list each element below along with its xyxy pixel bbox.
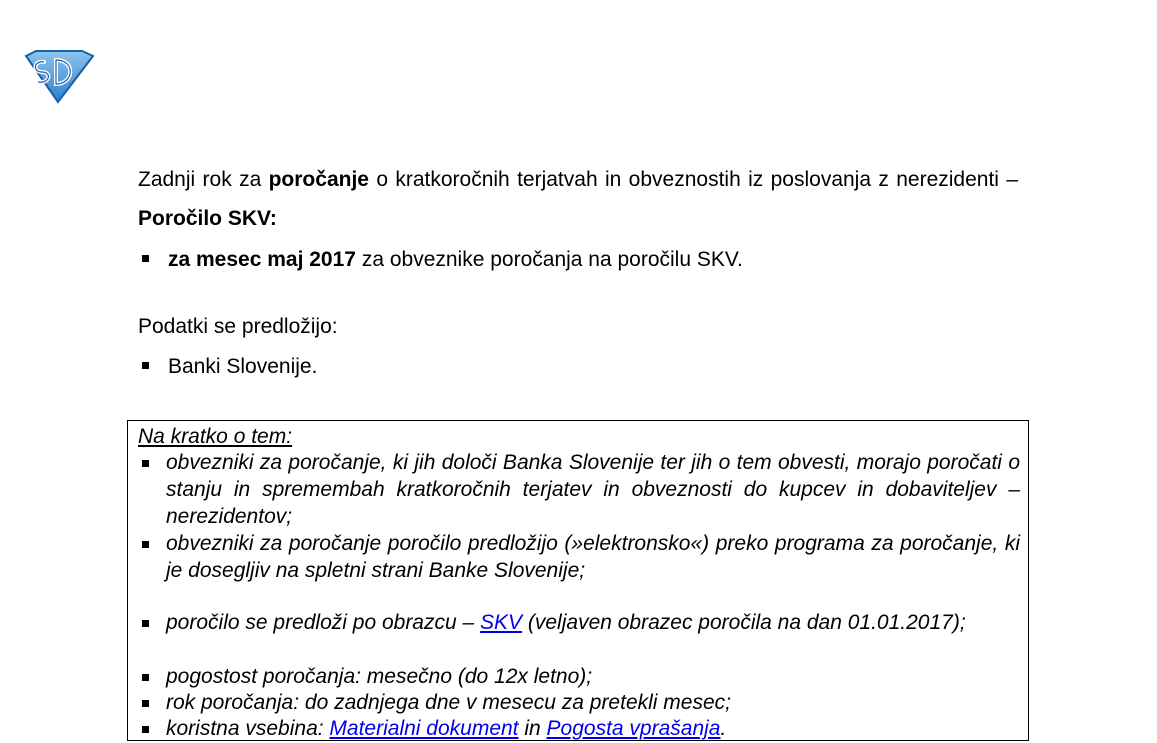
summary-item-text-part: in	[518, 717, 547, 740]
summary-item-text	[166, 715, 1020, 742]
deadline-period: za mesec maj 2017	[168, 248, 356, 271]
summary-item-text: obvezniki za poročanje poročilo predložijo (»elektronsko«) preko programa za poročanje, ki je dosegljiv na spletni strani Banke Slovenije;	[166, 532, 1020, 582]
faq-link[interactable]: Pogosta vprašanja	[546, 717, 721, 740]
deadline-text: za obveznike poročanja na poročilu SKV.	[355, 248, 743, 271]
report-name: Poročilo SKV:	[138, 207, 277, 230]
bullet-icon	[142, 700, 149, 707]
bullet-icon	[142, 460, 149, 467]
summary-item	[138, 715, 1020, 742]
intro-paragraph	[138, 160, 1018, 238]
summary-box	[127, 420, 1029, 741]
skv-form-link[interactable]: SKV	[480, 611, 523, 634]
bullet-icon	[142, 620, 149, 627]
summary-item-text	[166, 609, 1020, 636]
submit-item	[138, 354, 317, 380]
deadline-item	[138, 247, 743, 273]
bullet-icon	[142, 362, 149, 369]
submit-label: Podatki se predložijo:	[138, 315, 338, 338]
summary-item-text-part: poročilo se predloži po obrazcu –	[166, 611, 481, 634]
company-logo	[22, 50, 96, 104]
summary-item	[138, 530, 1020, 584]
submit-recipient: Banki Slovenije.	[168, 355, 318, 378]
material-document-link[interactable]: Materialni dokument	[329, 717, 519, 740]
summary-item	[138, 663, 1020, 690]
summary-item-text: pogostost poročanja: mesečno (do 12x letno);	[166, 665, 593, 688]
bullet-icon	[142, 674, 149, 681]
intro-bold-term: poročanje	[268, 168, 369, 191]
intro-text: Zadnji rok za	[138, 168, 269, 191]
bullet-icon	[142, 726, 149, 733]
intro-text-rest: o kratkoročnih terjatvah in obveznostih iz poslovanja z nerezidenti –	[368, 168, 1018, 191]
summary-item-text-part: koristna vsebina:	[166, 717, 330, 740]
summary-item-text-part: .	[720, 717, 727, 740]
summary-item	[138, 689, 1020, 716]
bullet-icon	[142, 255, 149, 262]
summary-item-text-part: (veljaven obrazec poročila na dan 01.01.2017);	[522, 611, 966, 634]
summary-item-text: rok poročanja: do zadnjega dne v mesecu za pretekli mesec;	[166, 691, 731, 714]
bullet-icon	[142, 541, 149, 548]
summary-item	[138, 449, 1020, 530]
summary-item-text: obvezniki za poročanje, ki jih določi Banka Slovenije ter jih o tem obvesti, morajo poročati o stanju in spremembah kratkoročnih terjatev in obveznosti do kupcev in dobaviteljev – nerezidentov;	[166, 451, 1020, 528]
summary-title: Na kratko o tem:	[138, 425, 293, 448]
summary-item	[138, 609, 1020, 636]
